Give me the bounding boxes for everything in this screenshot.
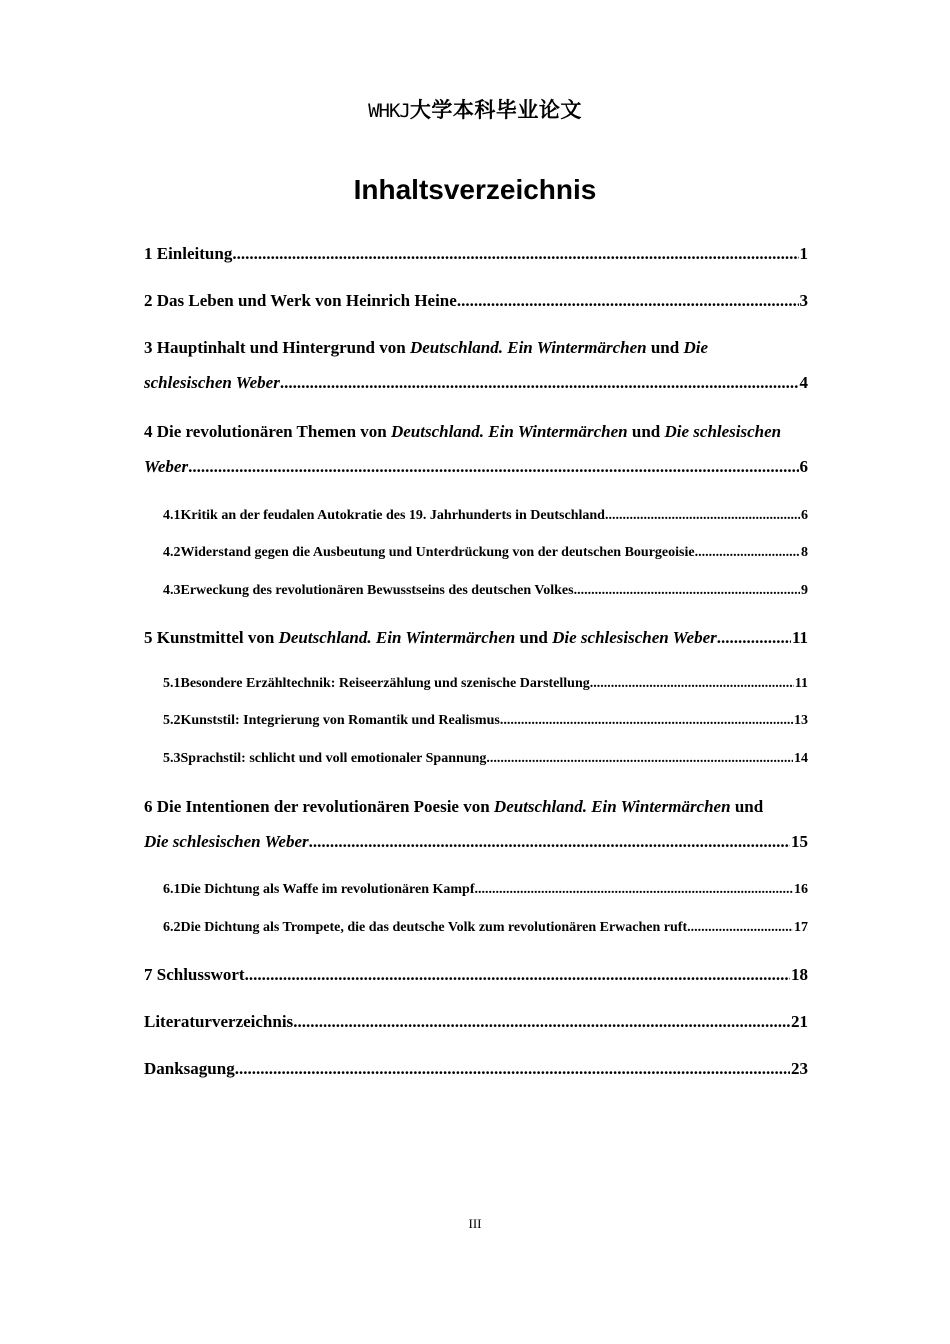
toc-entry-text-line2: Weber (144, 457, 189, 476)
header-thesis-type: 大学本科毕业论文 (409, 98, 582, 122)
page-number-footer: III (468, 1216, 482, 1231)
toc-entry-4-2[interactable] (163, 545, 808, 561)
toc-entry-1[interactable] (144, 244, 808, 264)
toc-entry-2[interactable] (144, 291, 808, 311)
toc-entry-5[interactable] (144, 628, 808, 648)
toc-entry-text-line1: 3 Hauptinhalt und Hintergrund von Deutschland. Ein Wintermärchen und Die (144, 338, 709, 357)
toc-entry-text: 4.3Erweckung des revolutionären Bewusstseins des deutschen Volkes (163, 583, 574, 598)
toc-entry-text: 5.2Kunststil: Integrierung von Romantik und Realismus (163, 713, 500, 728)
dot-leader (293, 1012, 790, 1032)
toc-entry-danksagung[interactable] (144, 1059, 808, 1079)
toc-entry-text: 2 Das Leben und Werk von Heinrich Heine (144, 291, 457, 310)
dot-leader (232, 244, 798, 264)
toc-page-number: 17 (794, 920, 808, 935)
toc-page-number: 11 (794, 676, 808, 691)
dot-leader (486, 751, 793, 767)
toc-entry-literaturverzeichnis[interactable] (144, 1012, 808, 1032)
toc-entry-6[interactable] (144, 797, 808, 852)
toc-entry-text: 6.2Die Dichtung als Trompete, die das deutsche Volk zum revolutionären Erwachen ruft (163, 920, 688, 935)
toc-page-number: 13 (794, 713, 808, 728)
dot-leader (695, 545, 800, 561)
toc-page-number: 1 (799, 244, 808, 263)
toc-entry-5-2[interactable] (163, 713, 808, 729)
toc-entry-text-line2: Die schlesischen Weber (144, 832, 309, 851)
page-title: Inhaltsverzeichnis (353, 174, 597, 205)
dot-leader (280, 373, 799, 393)
dot-leader (717, 628, 791, 648)
toc-page-number: 16 (794, 882, 808, 897)
dot-leader (574, 583, 800, 599)
dot-leader (687, 920, 793, 936)
toc-page-number: 11 (791, 628, 808, 647)
toc-entry-text: Danksagung (144, 1059, 235, 1078)
toc-entry-5-3[interactable] (163, 751, 808, 767)
toc-entry-text: Literaturverzeichnis (144, 1012, 294, 1031)
toc-entry-text: 5.3Sprachstil: schlicht und voll emotionaler Spannung (163, 751, 487, 766)
toc-page-number: 6 (799, 457, 808, 476)
toc-entry-text: 5.1Besondere Erzähltechnik: Reiseerzählung und szenische Darstellung (163, 676, 590, 691)
toc-page-number: 6 (801, 508, 808, 523)
toc-page-number: 14 (794, 751, 808, 766)
page-header (0, 94, 950, 124)
toc-entry-text: 4.1Kritik an der feudalen Autokratie des 19. Jahrhunderts in Deutschland (163, 508, 605, 523)
dot-leader (188, 457, 798, 477)
toc-entry-4[interactable] (144, 422, 808, 477)
toc-page-number: 3 (799, 291, 808, 310)
dot-leader (235, 1059, 790, 1079)
dot-leader (309, 832, 790, 852)
dot-leader (605, 508, 800, 524)
toc-page-number: 23 (791, 1059, 808, 1078)
toc-page-number: 15 (791, 832, 808, 851)
toc-page-number: 21 (791, 1012, 808, 1031)
toc-entry-4-1[interactable] (163, 508, 808, 524)
dot-leader (590, 676, 794, 692)
header-institution-code: WHKJ (368, 100, 410, 122)
toc-entry-text-line1: 6 Die Intentionen der revolutionären Poesie von Deutschland. Ein Wintermärchen und (144, 797, 764, 816)
toc-entry-text-line1: 4 Die revolutionären Themen von Deutschland. Ein Wintermärchen und Die schlesischen (144, 422, 782, 441)
dot-leader (500, 713, 793, 729)
toc-entry-6-1[interactable] (163, 882, 808, 898)
toc-entry-text-line2: schlesischen Weber (144, 373, 280, 392)
dot-leader (475, 882, 794, 898)
toc-entry-text: 5 Kunstmittel von Deutschland. Ein Wintermärchen und Die schlesischen Weber (144, 628, 717, 647)
toc-entry-6-2[interactable] (163, 920, 808, 936)
toc-entry-4-3[interactable] (163, 583, 808, 599)
toc-entry-7[interactable] (144, 965, 808, 985)
toc-page-number: 18 (791, 965, 808, 984)
toc-entry-text: 6.1Die Dichtung als Waffe im revolutionären Kampf (163, 882, 475, 897)
toc-page-number: 8 (801, 545, 808, 560)
toc-entry-5-1[interactable] (163, 676, 808, 692)
toc-page-number: 4 (799, 373, 808, 392)
toc-page-number: 9 (801, 583, 808, 598)
toc-entry-text: 1 Einleitung (144, 244, 233, 263)
toc-entry-3[interactable] (144, 338, 808, 393)
toc-entry-text: 4.2Widerstand gegen die Ausbeutung und Unterdrückung von der deutschen Bourgeoisie (163, 545, 695, 560)
toc-entry-text: 7 Schlusswort (144, 965, 245, 984)
dot-leader (245, 965, 790, 985)
dot-leader (457, 291, 799, 311)
